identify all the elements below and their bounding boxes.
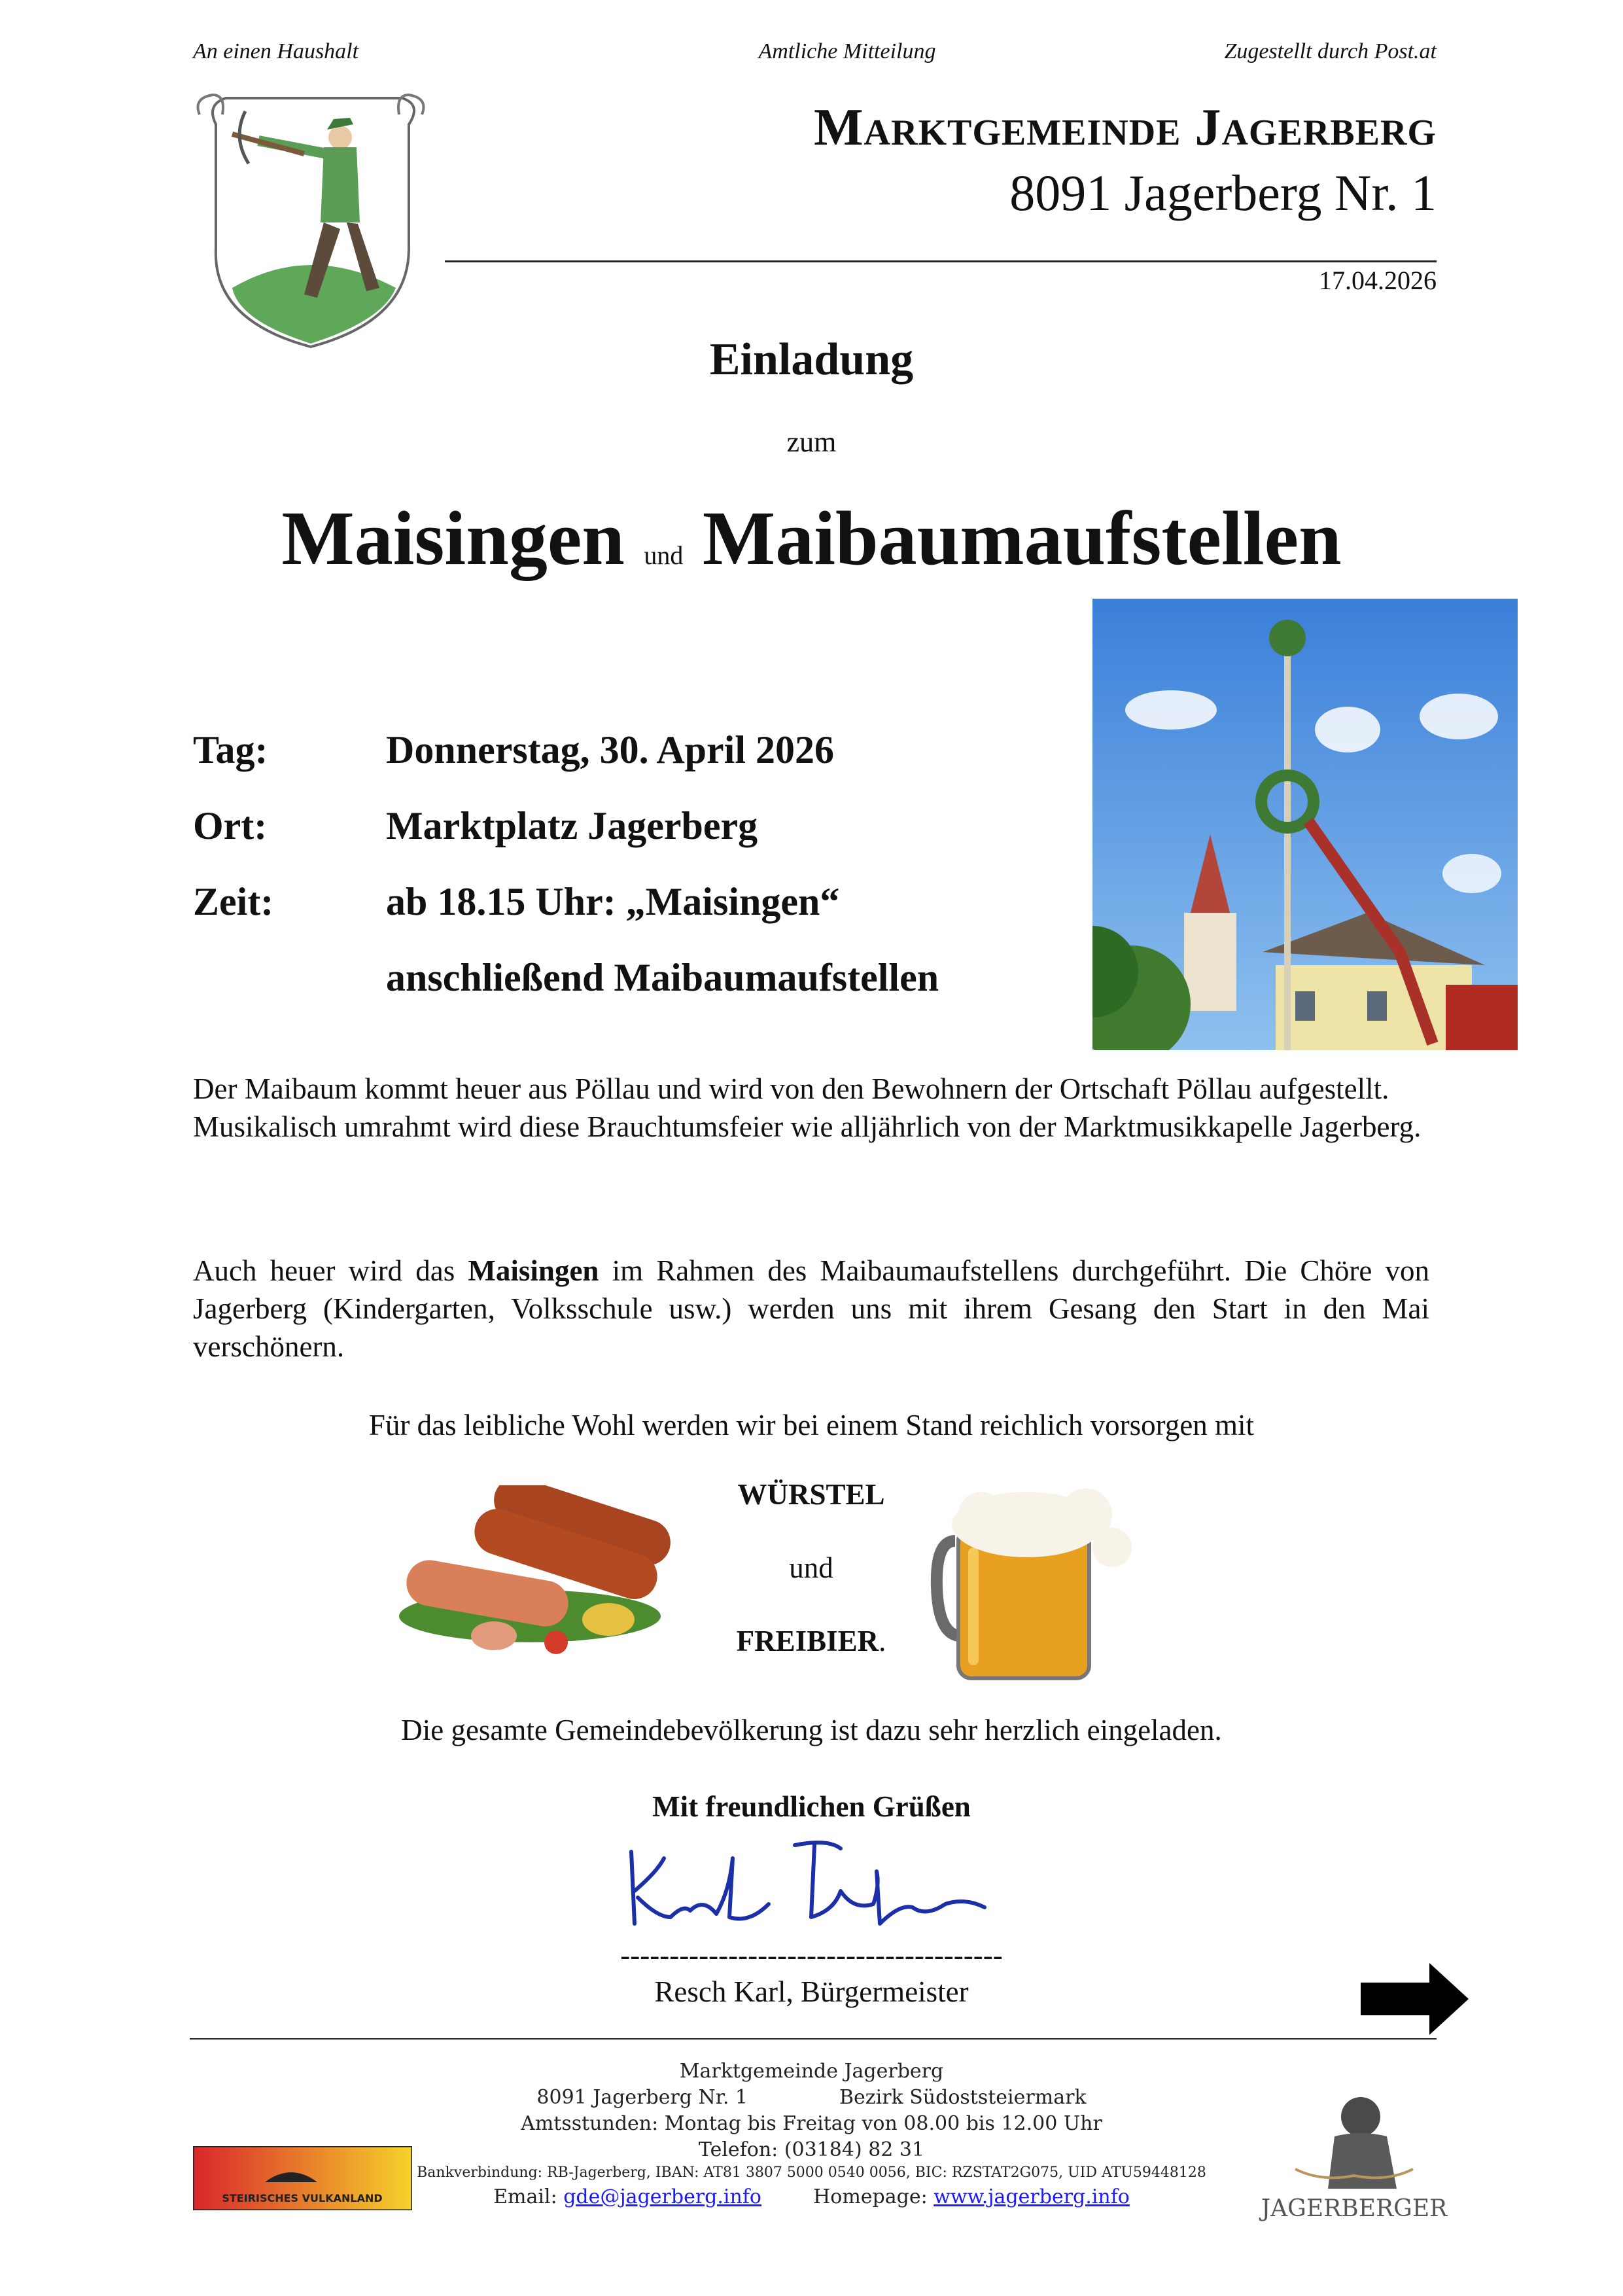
footer-homepage-link[interactable]: www.jagerberg.info bbox=[934, 2185, 1130, 2208]
org-name bbox=[814, 98, 1437, 158]
invitation-heading: Einladung bbox=[709, 334, 914, 385]
footer-email-label: Email: bbox=[493, 2185, 557, 2208]
paragraph-maibaum-line2: Musikalisch umrahmt wird diese Brauchtumsfeier wie alljährlich von der Marktmusikkapelle Jagerberg. bbox=[193, 1110, 1422, 1143]
vulkanland-logo bbox=[193, 2146, 412, 2210]
freibier-dot: . bbox=[879, 1625, 886, 1657]
date-label: Tag: bbox=[193, 728, 268, 771]
paragraph-maisingen-post: im Rahmen des Maibaumaufstellens durchgeführt. Die Chöre von Jagerberg (Kindergarten, Volksschule usw.) werden uns mit ihrem Gesang den Start in den Mai verschönern. bbox=[193, 1254, 1429, 1363]
paragraph-maisingen-bold: Maisingen bbox=[468, 1254, 599, 1287]
greeting: Mit freundlichen Grüßen bbox=[652, 1790, 971, 1823]
catering-line: Für das leibliche Wohl werden wir bei einem Stand reichlich vorsorgen mit bbox=[368, 1409, 1255, 1441]
event-title bbox=[0, 494, 1623, 583]
document-date: 17.04.2026 bbox=[1319, 266, 1437, 295]
footer-phone: Telefon: (03184) 82 31 bbox=[698, 2138, 925, 2161]
paragraph-maisingen-text bbox=[193, 1252, 1429, 1366]
jagerberger-logo bbox=[1256, 2071, 1452, 2221]
invitation-zum: zum bbox=[786, 426, 837, 458]
location-label: Ort: bbox=[193, 804, 268, 847]
footer-district: Bezirk Südoststeiermark bbox=[839, 2086, 1087, 2109]
next-page-arrow-icon bbox=[1361, 1963, 1469, 2035]
time-label: Zeit: bbox=[193, 880, 274, 923]
maypole-photo bbox=[1092, 599, 1518, 1050]
footer-bank: Bankverbindung: RB-Jagerberg, IBAN: AT81 3807 5000 0540 0056, BIC: RZSTAT2G075, UID ATU59448128 bbox=[417, 2164, 1206, 2181]
sausages-illustration bbox=[393, 1485, 687, 1655]
time-value-followup: anschließend Maibaumaufstellen bbox=[386, 956, 939, 999]
coat-of-arms-image bbox=[186, 79, 435, 353]
freibier-text bbox=[654, 1624, 968, 1658]
paragraph-maibaum-line1: Der Maibaum kommt heuer aus Pöllau und wird von den Bewohnern der Ortschaft Pöllau aufgestellt. bbox=[193, 1072, 1389, 1105]
invitation-all-line: Die gesamte Gemeindebevölkerung ist dazu sehr herzlich eingeladen. bbox=[401, 1714, 1222, 1746]
org-address: 8091 Jagerberg Nr. 1 bbox=[1009, 164, 1437, 221]
footer-divider bbox=[190, 2038, 1437, 2040]
org-name-text: Marktgemeinde Jagerberg bbox=[814, 99, 1437, 156]
date-value: Donnerstag, 30. April 2026 bbox=[386, 728, 835, 771]
signature bbox=[618, 1832, 1011, 1950]
signature-line: --------------------------------------- bbox=[620, 1939, 1003, 1971]
footer-address: 8091 Jagerberg Nr. 1 bbox=[536, 2086, 748, 2109]
event-title-part1: Maisingen bbox=[281, 495, 625, 581]
footer-hours: Amtsstunden: Montag bis Freitag von 08.00 bis 12.00 Uhr bbox=[521, 2112, 1102, 2135]
paragraph-maisingen bbox=[193, 1252, 1429, 1366]
time-value: ab 18.15 Uhr: „Maisingen“ bbox=[386, 880, 840, 923]
event-title-und: und bbox=[644, 540, 684, 570]
beer-mug-illustration bbox=[929, 1469, 1151, 1685]
header-divider bbox=[445, 260, 1437, 262]
location-value: Marktplatz Jagerberg bbox=[386, 804, 758, 847]
wuerstel-text: WÜRSTEL bbox=[737, 1478, 885, 1511]
footer-org-name: Marktgemeinde Jagerberg bbox=[679, 2060, 944, 2083]
signer-name: Resch Karl, Bürgermeister bbox=[654, 1975, 969, 2008]
jagerberger-logo-text: JAGERBERGER bbox=[1261, 2195, 1448, 2221]
footer-homepage-label: Homepage: bbox=[813, 2185, 928, 2208]
footer-email-link[interactable]: gde@jagerberg.info bbox=[563, 2185, 761, 2208]
header-left: An einen Haushalt bbox=[193, 39, 359, 63]
und-text: und bbox=[789, 1551, 833, 1584]
vulkanland-logo-text: STEIRISCHES VULKANLAND bbox=[222, 2192, 383, 2204]
event-title-part2: Maibaumaufstellen bbox=[702, 495, 1342, 581]
paragraph-maisingen-pre: Auch heuer wird das bbox=[193, 1254, 468, 1287]
freibier-word: FREIBIER bbox=[736, 1625, 879, 1657]
header-center: Amtliche Mitteilung bbox=[758, 39, 936, 63]
header-right: Zugestellt durch Post.at bbox=[1224, 39, 1437, 63]
paragraph-maibaum bbox=[193, 1070, 1429, 1146]
